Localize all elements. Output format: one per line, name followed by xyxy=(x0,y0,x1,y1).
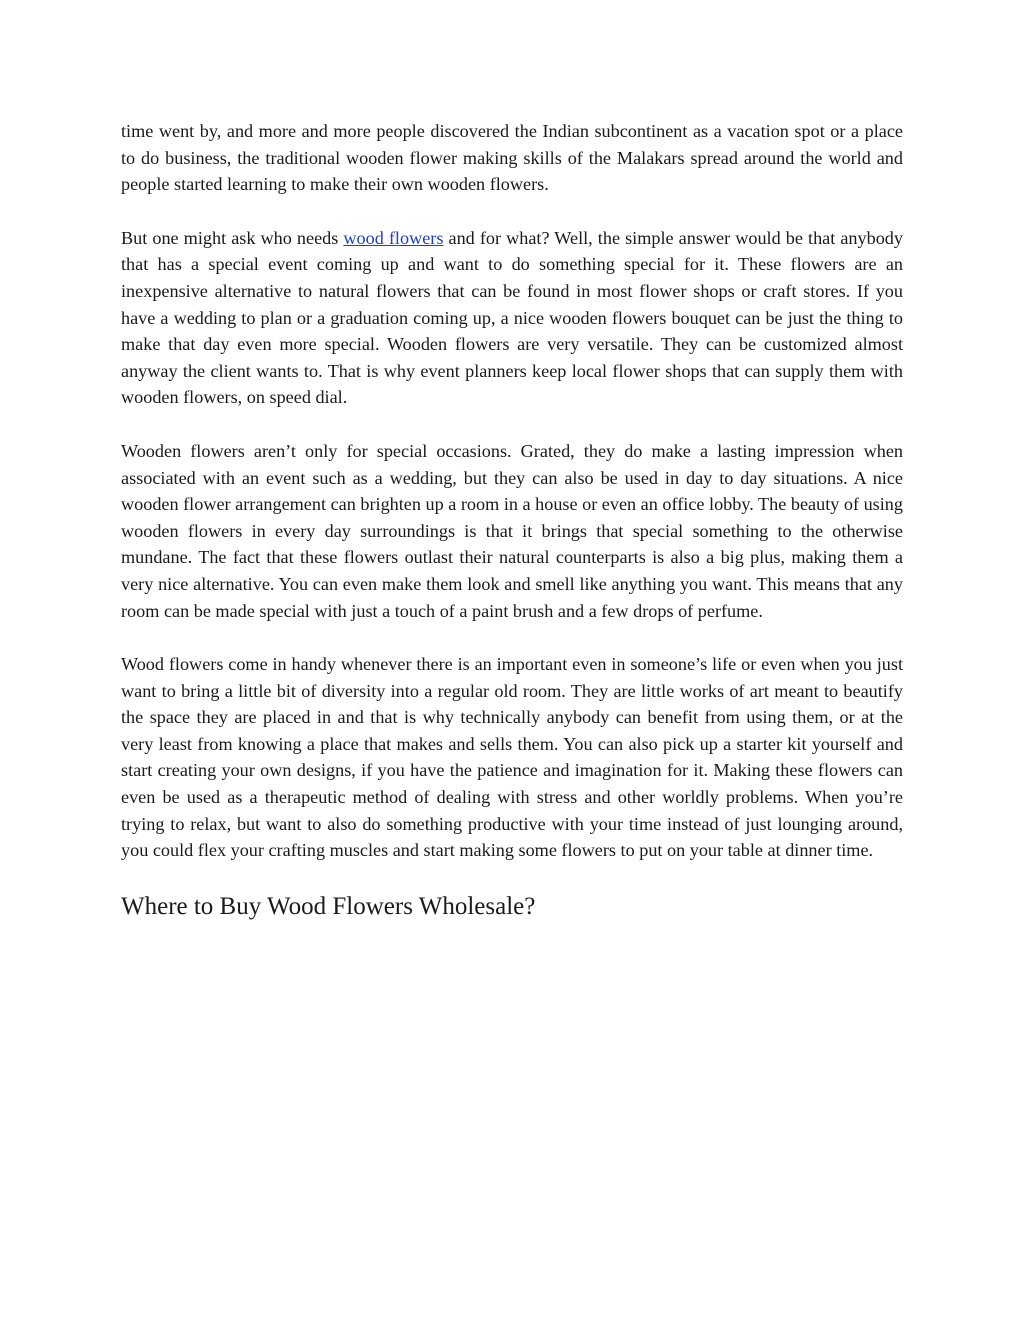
paragraph-2 xyxy=(121,225,903,411)
paragraph-4: Wood flowers come in handy whenever there is an important even in someone’s life or even when you just want to bring a little bit of diversity into a regular old room. They are little works of art meant to beautify the space they are placed in and that is why technically anybody can benefit from using them, or at the very least from knowing a place that makes and sells them. You can also pick up a starter kit yourself and start creating your own designs, if you have the patience and imagination for it. Making these flowers can even be used as a therapeutic method of dealing with stress and other worldly problems. When you’re trying to relax, but want to also do something productive with your time instead of just lounging around, you could flex your crafting muscles and start making some flowers to put on your table at dinner time. xyxy=(121,654,903,861)
paragraph-1: time went by, and more and more people discovered the Indian subcontinent as a vacation spot or a place to do business, the traditional wooden flower making skills of the Malakars spread around the world and people started learning to make their own wooden flowers. xyxy=(121,121,903,195)
paragraph-2-rest: and for what? Well, the simple answer would be that anybody that has a special event coming up and want to do something special for it. These flowers are an inexpensive alternative to natural flowers that can be found in most flower shops or craft stores. If you have a wedding to plan or a graduation coming up, a nice wooden flowers bouquet can be just the thing to make that day even more special. Wooden flowers are very versatile. They can be customized almost anyway the client wants to. That is why event planners keep local flower shops that can supply them with wooden flowers, on speed dial. xyxy=(121,227,903,408)
wood-flowers-link[interactable]: wood flowers xyxy=(343,227,444,248)
paragraph-3: Wooden flowers aren’t only for special occasions. Grated, they do make a lasting impression when associated with an event such as a wedding, but they can also be used in day to day situations. A nice wooden flower arrangement can brighten up a room in a house or even an office lobby. The beauty of using wooden flowers in every day surroundings is that it brings that special something to the otherwise mundane. The fact that these flowers outlast their natural counterparts is also a big plus, making them a very nice alternative. You can even make them look and smell like anything you want. This means that any room can be made special with just a touch of a paint brush and a few drops of perfume. xyxy=(121,440,903,621)
section-heading: Where to Buy Wood Flowers Wholesale? xyxy=(121,892,536,920)
document-page xyxy=(121,118,903,922)
paragraph-2-lead: But one might ask who needs xyxy=(121,227,344,248)
